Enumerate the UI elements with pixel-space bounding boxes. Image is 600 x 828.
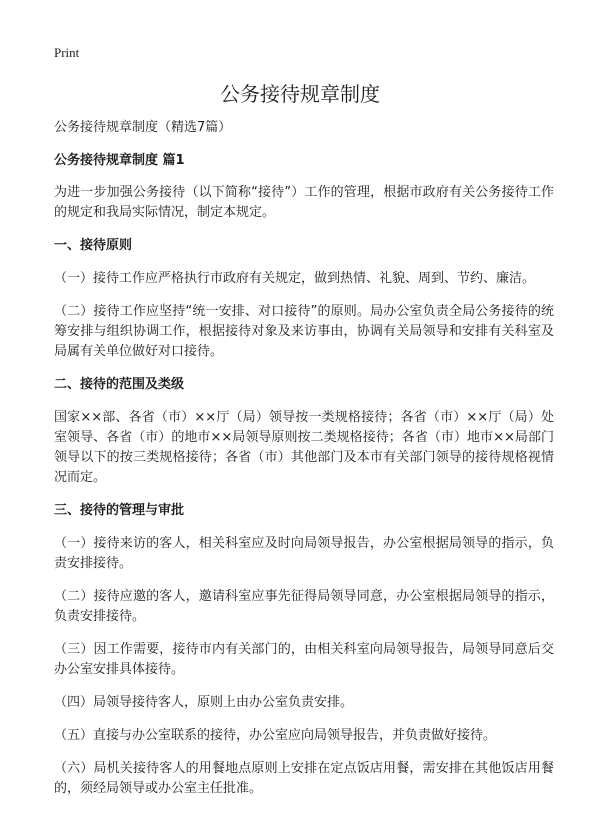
paragraph: （二）接待应邀的客人，邀请科室应事先征得局领导同意，办公室根据局领导的指示，负责安排接待。 [54,589,554,624]
paragraph: （一）接待工作应严格执行市政府有关规定，做到热情、礼貌、周到、节约、廉洁。 [54,271,536,286]
section-heading-principles: 一、接待原则 [54,238,133,253]
section-heading-scope: 二、接待的范围及类级 [54,377,185,392]
print-link[interactable]: Print [54,45,80,60]
paragraph: 国家××部、各省（市）××厅（局）领导按一类规格接待；各省（市）××厅（局）处室领导、各省（市）的地市××局领导原则按二类规格接待；各省（市）地市××局部门领导以下的按三类规格接待；各省（市）其他部门及本市有关部门领导的接待规格视情况而定。 [54,410,554,485]
article-heading: 公务接待规章制度 篇1 [54,153,185,168]
section-heading-management: 三、接待的管理与审批 [54,503,185,518]
paragraph: （四）局领导接待客人，原则上由办公室负责安排。 [54,695,354,710]
document-subtitle: 公务接待规章制度（精选7篇） [54,120,232,135]
document-body [54,118,554,812]
paragraph: （二）接待工作应坚持“统一安排、对口接待”的原则。局办公室负责全局公务接待的统筹安排与组织协调工作，根据接待对象及来访事由，协调有关局领导和安排有关科室及局属有关单位做好对口接待。 [54,304,554,359]
paragraph: （三）因工作需要，接待市内有关部门的，由相关科室向局领导报告，局领导同意后交办公室安排具体接待。 [54,642,554,677]
paragraph: （五）直接与办公室联系的接待，办公室应向局领导报告，并负责做好接待。 [54,728,497,743]
paragraph: （六）局机关接待客人的用餐地点原则上安排在定点饭店用餐，需安排在其他饭店用餐的，须经局领导或办公室主任批准。 [54,761,554,796]
paragraph: （一）接待来访的客人，相关科室应及时向局领导报告，办公室根据局领导的指示，负责安排接待。 [54,536,554,571]
intro-paragraph: 为进一步加强公务接待（以下简称“接待”）工作的管理，根据市政府有关公务接待工作的规定和我局实际情况，制定本规定。 [54,185,554,220]
page-title: 公务接待规章制度 [220,82,380,106]
